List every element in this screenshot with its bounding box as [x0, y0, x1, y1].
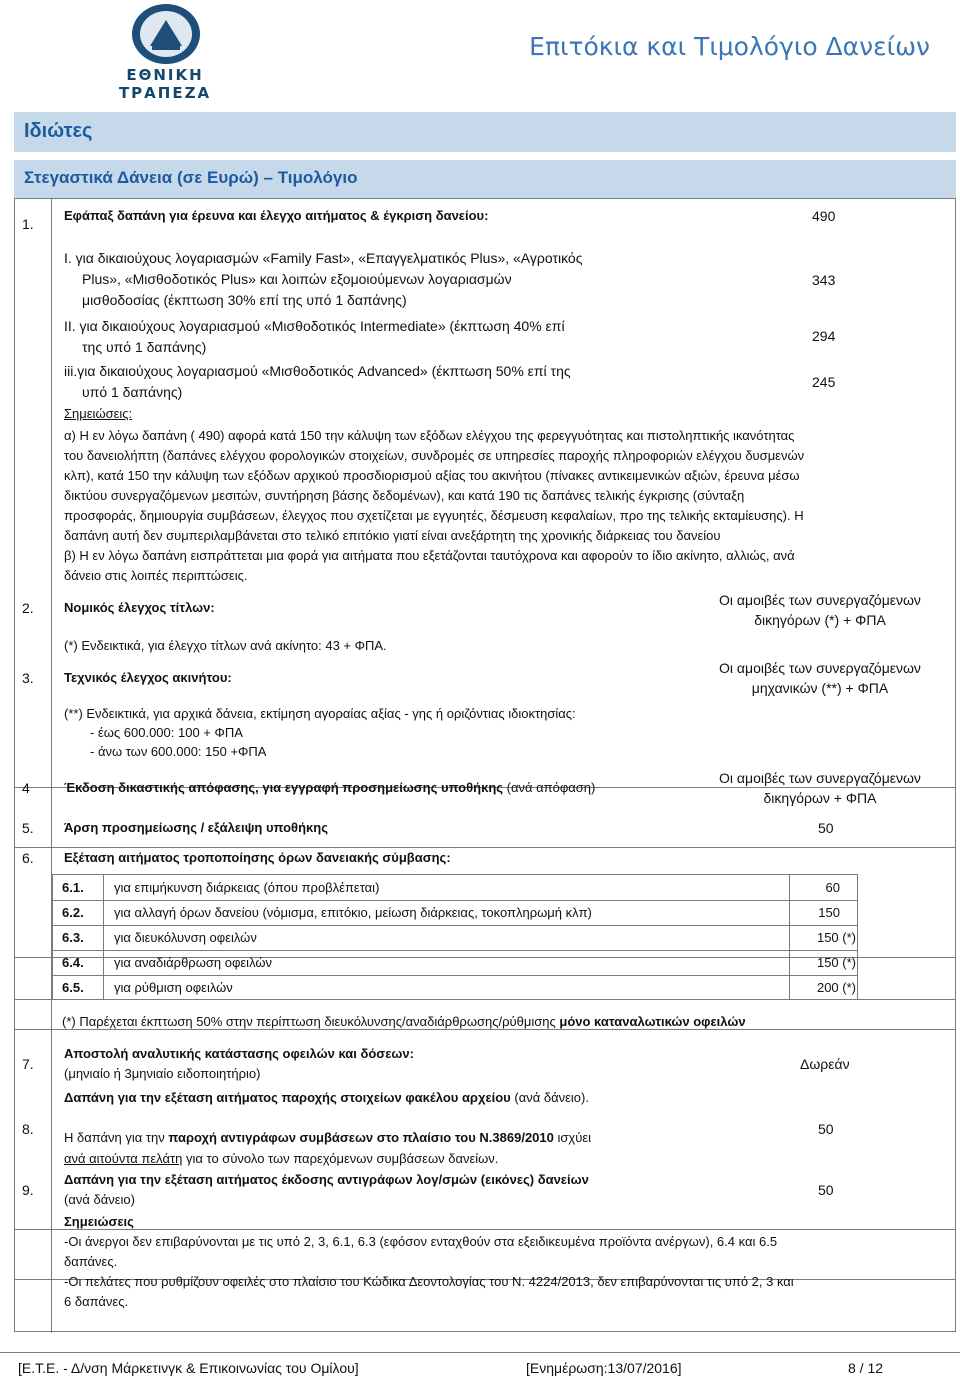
item3-note: - έως 600.000: 100 + ΦΠΑ	[90, 725, 243, 740]
item1-i-line: μισθοδοσίας (έκπτωση 30% επί της υπό 1 δαπάνης)	[82, 292, 407, 308]
item6-label: Εξέταση αιτήματος τροποποίησης όρων δανειακής σύμβασης:	[64, 850, 451, 865]
item6-note	[62, 1014, 746, 1029]
item8-value: 50	[818, 1121, 834, 1137]
page-title: Επιτόκια και Τιμολόγιο Δανείων	[529, 32, 930, 61]
subrow-number: 6.5.	[62, 980, 84, 995]
item2-value: Οι αμοιβές των συνεργαζόμενων	[719, 592, 921, 608]
item9-label: Δαπάνη για την εξέταση αιτήματος έκδοσης αντιγράφων λογ/σμών (εικόνες) δανείων	[64, 1172, 589, 1187]
item9-sub: (ανά δάνειο)	[64, 1192, 135, 1207]
item8-label-suffix: (ανά δάνειο).	[510, 1090, 589, 1105]
note-line: β) Η εν λόγω δαπάνη εισπράττεται μια φορά για αιτήματα που εξετάζονται ταυτόχρονα και αφορούν το ίδιο ακίνητο, αλλιώς, ανά	[64, 548, 795, 563]
item4-label-text: Έκδοση δικαστικής απόφασης, για εγγραφή προσημείωσης υποθήκης	[64, 780, 504, 795]
item4-suffix: (ανά απόφαση)	[506, 780, 596, 795]
item2-note: (*) Ενδεικτικά, για έλεγχο τίτλων ανά ακίνητο: 43 + ΦΠΑ.	[64, 638, 387, 653]
item1-iii-line: iii.για δικαιούχους λογαριασμού «Μισθοδοτικός Advanced» (έκπτωση 50% επί της	[64, 363, 571, 379]
subrow-number: 6.1.	[62, 880, 84, 895]
item8-line3	[64, 1151, 498, 1166]
item7-sub: (μηνιαίο ή 3μηνιαίο ειδοποιητήριο)	[64, 1066, 261, 1081]
item3-note: (**) Ενδεικτικά, για αρχικά δάνεια, εκτίμηση αγοραίας αξίας - γης ή οριζόντιας ιδιοκτησίας:	[64, 706, 576, 721]
item8-line2-c: ισχύει	[553, 1130, 592, 1145]
subrow-number: 6.3.	[62, 930, 84, 945]
item1-label: Εφάπαξ δαπάνη για έρευνα και έλεγχο αιτήματος & έγκριση δανείου:	[64, 208, 489, 223]
item8-label-bold: Δαπάνη για την εξέταση αιτήματος παροχής στοιχείων φακέλου αρχείου	[64, 1090, 511, 1105]
item7-value: Δωρεάν	[800, 1056, 850, 1072]
footer-divider	[0, 1352, 960, 1353]
subrow-value: 200 (*)	[816, 980, 856, 995]
subtable-column-line	[103, 875, 104, 999]
item-number: 9.	[22, 1182, 34, 1198]
row-divider	[15, 1229, 955, 1230]
note-line: δικτύου συνεργαζόμενων μεσιτών, συντήρηση βάσης δεδομένων), και κατά 190 τις δαπάνες τελικής έγκρισης (σύνταξη	[64, 488, 745, 503]
item-number: 2.	[22, 600, 34, 616]
item1-i-line: I. για δικαιούχους λογαριασμών «Family Fast», «Επαγγελματικός Plus», «Αγροτικός	[64, 250, 583, 266]
item8-line3-b: για το σύνολο των παρεχόμενων συμβάσεων δανείων.	[182, 1151, 499, 1166]
item7-label: Αποστολή αναλυτικής κατάστασης οφειλών και δόσεων:	[64, 1046, 414, 1061]
footer-left: [Ε.Τ.Ε. - Δ/νση Μάρκετινγκ & Επικοινωνίας του Ομίλου]	[18, 1360, 359, 1376]
item9-value: 50	[818, 1182, 834, 1198]
item-number: 6.	[22, 850, 34, 866]
subrow-value: 150	[818, 905, 840, 920]
subrow-number: 6.4.	[62, 955, 84, 970]
item8-label	[64, 1090, 589, 1105]
item-number: 3.	[22, 670, 34, 686]
item1-ii-line: II. για δικαιούχους λογαριασμού «Μισθοδοτικός Intermediate» (έκπτωση 40% επί	[64, 318, 565, 334]
page-number: 8 / 12	[848, 1360, 884, 1376]
item-number: 1.	[22, 216, 34, 232]
item1-i-value: 343	[812, 272, 836, 288]
item-number: 8.	[22, 1121, 34, 1137]
subtable-divider	[53, 950, 857, 951]
subrow-value: 60	[825, 880, 840, 895]
note-line: δάνειο στις λοιπές περιπτώσεις.	[64, 568, 248, 583]
item3-value: Οι αμοιβές των συνεργαζόμενων	[719, 660, 921, 676]
item-number: 4	[22, 780, 30, 796]
item1-ii-value: 294	[812, 328, 836, 344]
subrow-label: για αλλαγή όρων δανείου (νόμισμα, επιτόκιο, μείωση διάρκειας, τοκοπληρωμή κλπ)	[114, 905, 592, 920]
row-divider	[15, 847, 955, 848]
item-number: 7.	[22, 1056, 34, 1072]
subrow-value: 150 (*)	[816, 930, 856, 945]
subrow-number: 6.2.	[62, 905, 84, 920]
item3-label: Τεχνικός έλεγχος ακινήτου:	[64, 670, 232, 685]
item8-line2-b: παροχή αντιγράφων συμβάσεων στο πλαίσιο του Ν.3869/2010	[168, 1130, 554, 1145]
bank-name: ΕΘΝΙΚΗ ΤΡΑΠΕΖΑ	[118, 66, 212, 102]
final-notes-title: Σημειώσεις	[64, 1214, 134, 1229]
row-divider	[15, 1029, 955, 1030]
subrow-label: για αναδιάρθρωση οφειλών	[114, 955, 273, 970]
notes-title: Σημειώσεις:	[64, 406, 133, 421]
subrow-label: για επιμήκυνση διάρκειας (όπου προβλέπεται)	[114, 880, 380, 895]
final-note-line: -Οι άνεργοι δεν επιβαρύνονται με τις υπό 2, 3, 6.1, 6.3 (εφόσον ενταχθούν στα εξειδικευμένα προϊόντα ανέργων), 6.4 και 6.5	[64, 1234, 778, 1249]
note-line: δαπάνη αυτή δεν συμπεριλαμβάνεται στο τελικό επιτόκιο γιατί είναι ανεξάρτητη της χρονικής διάρκειας του δανείου	[64, 528, 721, 543]
item3-note: - άνω των 600.000: 150 +ΦΠΑ	[90, 744, 267, 759]
item1-iii-line: υπό 1 δαπάνης)	[82, 384, 183, 400]
subtable-divider	[53, 900, 857, 901]
item3-value: μηχανικών (**) + ΦΠΑ	[751, 680, 889, 696]
subrow-value: 150 (*)	[816, 955, 856, 970]
item8-line2-a: Η δαπάνη για την	[64, 1130, 169, 1145]
item4-value: δικηγόρων + ΦΠΑ	[763, 790, 877, 806]
item2-label: Νομικός έλεγχος τίτλων:	[64, 600, 215, 615]
item-number: 5.	[22, 820, 34, 836]
subtable-divider	[53, 925, 857, 926]
item1-ii-line: της υπό 1 δαπάνης)	[82, 339, 207, 355]
item6-note-text: (*) Παρέχεται έκπτωση 50% στην περίπτωση διευκόλυνσης/αναδιάρθρωσης/ρύθμισης	[62, 1014, 560, 1029]
final-note-line: 6 δαπάνες.	[64, 1294, 129, 1309]
subrow-label: για διευκόλυνση οφειλών	[114, 930, 257, 945]
item6-note-bold: μόνο καταναλωτικών οφειλών	[559, 1014, 746, 1029]
section-band	[14, 112, 956, 152]
item5-label: Άρση προσημείωσης / εξάλειψη υποθήκης	[64, 820, 328, 835]
item4-value: Οι αμοιβές των συνεργαζόμενων	[719, 770, 921, 786]
item2-value: δικηγόρων (*) + ΦΠΑ	[754, 612, 886, 628]
section-title: Ιδιώτες	[24, 120, 93, 142]
note-line: προσφοράς, δημιουργία συμβάσεων, έλεγχος που σχετίζεται με εγγυητές, δέσμευση κεφαλαίων, προ της τελικής εκταμίευσης). Η	[64, 508, 804, 523]
subsection-title: Στεγαστικά Δάνεια (σε Ευρώ) – Τιμολόγιο	[24, 168, 358, 187]
note-line: κλπ), κατά 150 την κάλυψη των εξόδων αρχικού προσδιορισμού αξίας του ακινήτου (πίνακες αντικειμενικών αξιών, έρευνα μέσω	[64, 468, 800, 483]
subrow-label: για ρύθμιση οφειλών	[114, 980, 233, 995]
item4-label	[64, 780, 595, 795]
item8-line3-a: ανά αιτούντα πελάτη	[64, 1151, 183, 1166]
note-line: α) Η εν λόγω δαπάνη ( 490) αφορά κατά 150 την κάλυψη των εξόδων ελέγχου της φερεγγυότητας και πιστοληπτικής ικανότητας	[64, 428, 795, 443]
final-note-line: δαπάνες.	[64, 1254, 118, 1269]
footer-date: [Ενημέρωση:13/07/2016]	[526, 1360, 682, 1376]
note-line: του δανειολήπτη (δαπάνες ελέγχου φορολογικών στοιχείων, συνδρομές σε υπηρεσίες παροχής πληροφοριών ελέγχου δυσμενών	[64, 448, 805, 463]
subsection-band	[14, 160, 956, 198]
item1-i-line: Plus», «Μισθοδοτικός Plus» και λοιπών εξομοιούμενων λογαριασμών	[82, 271, 512, 287]
item1-iii-value: 245	[812, 374, 836, 390]
item5-value: 50	[818, 820, 834, 836]
final-note-line: -Οι πελάτες που ρυθμίζουν οφειλές στο πλαίσιο του Κώδικα Δεοντολογίας του Ν. 4224/2013, δεν επιβαρύνονται τις υπό 2, 3 και	[64, 1274, 794, 1289]
item8-line2	[64, 1130, 591, 1145]
subtable-divider	[53, 975, 857, 976]
number-column-line	[51, 199, 52, 1333]
item1-value: 490	[812, 208, 836, 224]
